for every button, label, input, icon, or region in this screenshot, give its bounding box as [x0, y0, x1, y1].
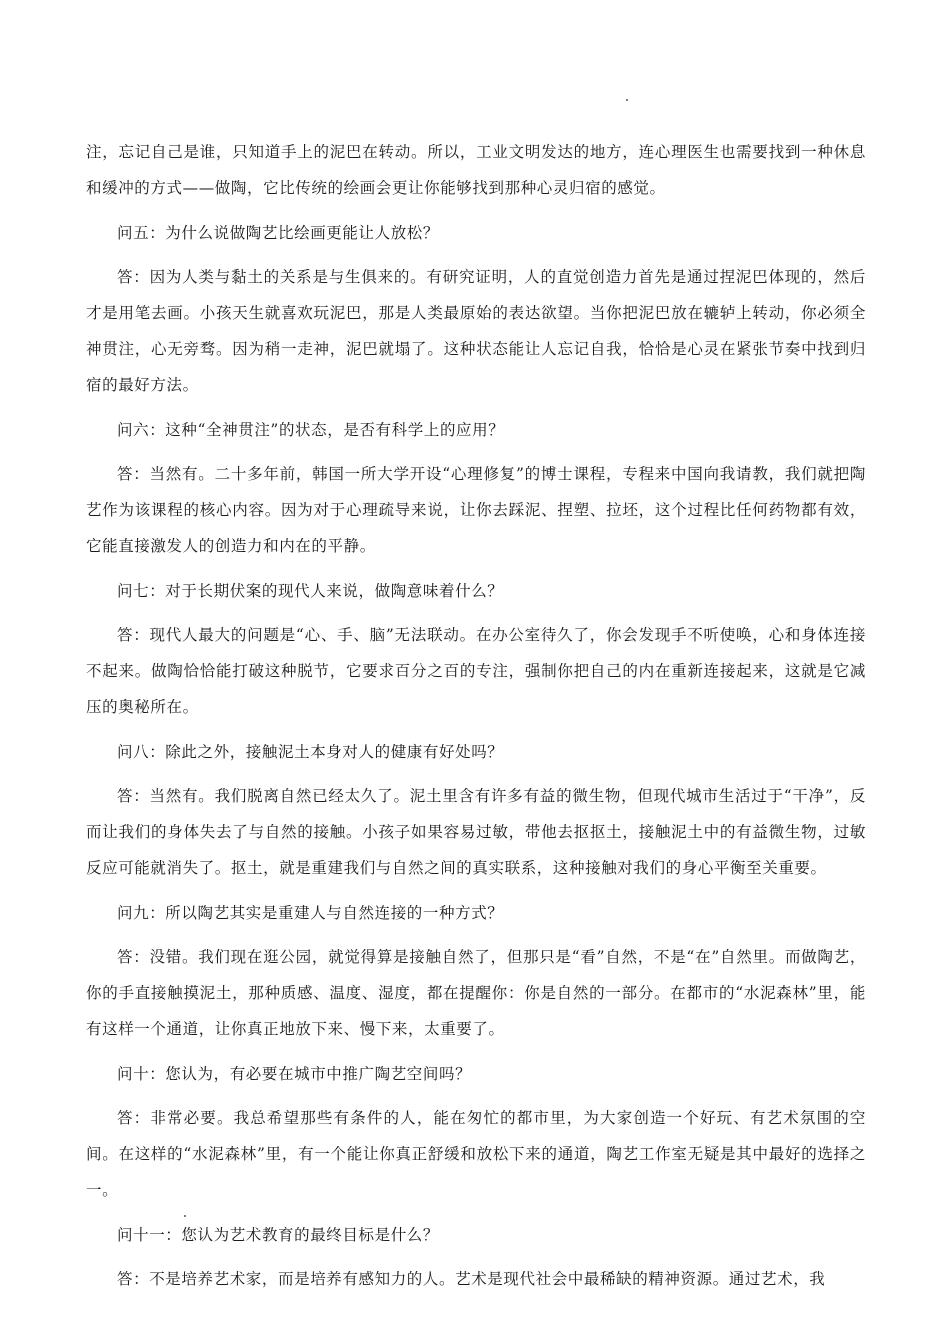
answer-seven: 答：现代人最大的问题是“心、手、脑”无法联动。在办公室待久了，你会发现手不听使唤，心和身体连接不起来。做陶恰恰能打破这种脱节，它要求百分之百的专注，强制你把自己的内在重新连接起来，这就是它减压的奥秘所在。: [86, 626, 866, 716]
question-nine: 问九：所以陶艺其实是重建人与自然连接的一种方式？: [117, 903, 504, 922]
question-ten: 问十：您认为，有必要在城市中推广陶艺空间吗？: [117, 1064, 472, 1083]
question-eleven: 问十一：您认为艺术教育的最终目标是什么？: [117, 1225, 440, 1244]
scan-speck-bottom: [184, 1215, 186, 1217]
scan-speck-top: [626, 99, 628, 101]
answer-five: 答：因为人类与黏土的关系是与生俱来的。有研究证明，人的直觉创造力首先是通过捏泥巴体现的，然后才是用笔去画。小孩天生就喜欢玩泥巴，那是人类最原始的表达欲望。当你把泥巴放在辘轳上转动，你必须全神贯注，心无旁骛。因为稍一走神，泥巴就塌了。这种状态能让人忘记自我，恰恰是心灵在紧张节奏中找到归宿的最好方法。: [86, 268, 866, 394]
answer-nine: 答：没错。我们现在逛公园，就觉得算是接触自然了，但那只是“看”自然，不是“在”自然里。而做陶艺，你的手直接触摸泥土，那种质感、温度、湿度，都在提醒你：你是自然的一部分。在都市的“水泥森林”里，能有这样一个通道，让你真正地放下来、慢下来，太重要了。: [86, 948, 866, 1038]
answer-eight: 答：当然有。我们脱离自然已经太久了。泥土里含有许多有益的微生物，但现代城市生活过于“干净”，反而让我们的身体失去了与自然的接触。小孩子如果容易过敏，带他去抠抠土，接触泥土中的有益微生物，过敏反应可能就消失了。抠土，就是重建我们与自然之间的真实联系，这种接触对我们的身心平衡至关重要。: [86, 787, 866, 877]
answer-six: 答：当然有。二十多年前，韩国一所大学开设“心理修复”的博士课程，专程来中国向我请教，我们就把陶艺作为该课程的核心内容。因为对于心理疏导来说，让你去踩泥、捏塑、拉坯，这个过程比任何药物都有效，它能直接激发人的创造力和内在的平静。: [86, 465, 866, 555]
paragraph-continued: 注，忘记自己是谁，只知道手上的泥巴在转动。所以，工业文明发达的地方，连心理医生也需要找到一种休息和缓冲的方式——做陶，它比传统的绘画会更让你能够找到那种心灵归宿的感觉。: [86, 143, 866, 197]
question-five: 问五：为什么说做陶艺比绘画更能让人放松？: [117, 223, 440, 242]
answer-ten: 答：非常必要。我总希望那些有条件的人，能在匆忙的都市里，为大家创造一个好玩、有艺术氛围的空间。在这样的“水泥森林”里，有一个能让你真正舒缓和放松下来的通道，陶艺工作室无疑是其中最好的选择之一。: [86, 1109, 866, 1199]
answer-eleven: 答：不是培养艺术家，而是培养有感知力的人。艺术是现代社会中最稀缺的精神资源。通过艺术，我: [117, 1270, 826, 1288]
question-six: 问六：这种“全神贯注”的状态，是否有科学上的应用？: [117, 420, 505, 439]
question-seven: 问七：对于长期伏案的现代人来说，做陶意味着什么？: [117, 581, 504, 600]
question-eight: 问八：除此之外，接触泥土本身对人的健康有好处吗？: [117, 742, 504, 761]
document-body: [86, 134, 866, 1306]
